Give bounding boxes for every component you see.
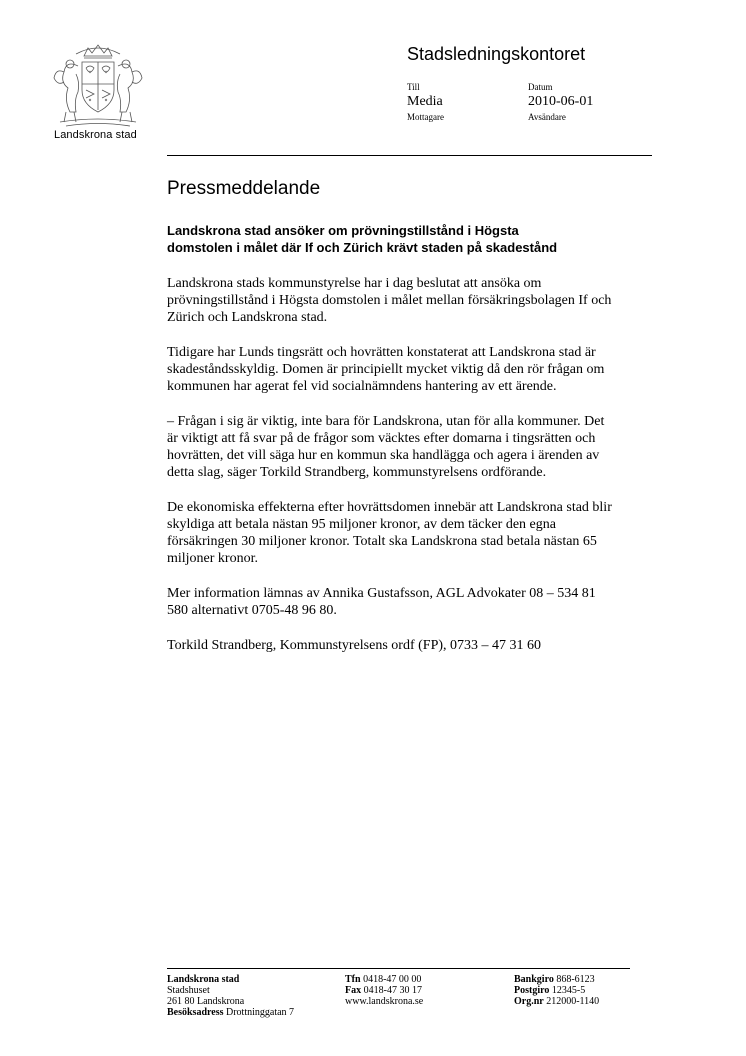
paragraph-line: hovrätten, det vill säga hur en kommun ska handlägga och agera i ärenden av (167, 448, 600, 463)
office-name: Stadsledningskontoret (407, 44, 586, 64)
footer-org-name: Landskrona stad (167, 974, 240, 985)
footer-fax-value: 0418-47 30 17 (363, 985, 422, 996)
footer-orgnr-value: 212000-1140 (546, 996, 600, 1007)
footer-bankgiro-label: Bankgiro (514, 974, 554, 985)
footer-phone-label: Tfn (345, 974, 361, 985)
footer-postgiro-value: 12345-5 (551, 985, 586, 996)
paragraph-line: Landskrona stads kommunstyrelse har i dag beslutat att ansöka om (167, 276, 542, 291)
paragraph-line: De ekonomiska effekterna efter hovrättsdomen innebär att Landskrona stad blir (167, 500, 612, 515)
footer-fax-label: Fax (345, 985, 362, 996)
footer-divider (167, 968, 630, 969)
paragraph-line: är viktigt att få svar på de frågor som väcktes efter domarna i tingsrätten och (167, 431, 596, 446)
document-title: Pressmeddelande (167, 178, 321, 199)
to-value: Media (407, 94, 443, 109)
paragraph-line: miljoner kronor. (167, 551, 258, 566)
paragraph-line: skadeståndsskyldig. Domen är principiellt mycket viktig då den rör frågan om (167, 362, 605, 377)
paragraph-1 (167, 275, 657, 326)
paragraph-4 (167, 499, 657, 567)
paragraph-line: – Frågan i sig är viktig, inte bara för Landskrona, utan för alla kommuner. Det (167, 414, 605, 429)
paragraph-line: Torkild Strandberg, Kommunstyrelsens ordf (FP), 0733 – 47 31 60 (167, 638, 542, 653)
headline-line: Landskrona stad ansöker om prövningstillstånd i Högsta (167, 223, 519, 238)
headline-line: domstolen i målet där If och Zürich krävt staden på skadestånd (167, 240, 558, 255)
paragraph-6 (167, 637, 657, 654)
footer-visit-label: Besöksadress (167, 1007, 224, 1018)
paragraph-line: detta slag, säger Torkild Strandberg, kommunstyrelsens ordförande. (167, 465, 547, 480)
footer-postal: 261 80 Landskrona (167, 996, 245, 1007)
footer-visit-value: Drottninggatan 7 (226, 1007, 295, 1018)
paragraph-line: Zürich och Landskrona stad. (167, 310, 328, 325)
paragraph-5 (167, 585, 657, 619)
footer-address (167, 974, 294, 1018)
paragraph-2 (167, 344, 657, 395)
date-label: Datum (528, 82, 553, 92)
date-value: 2010-06-01 (528, 94, 594, 109)
logo-text: Landskrona stad (54, 129, 137, 141)
coat-of-arms-icon (46, 42, 150, 128)
footer-bankgiro-value: 868-6123 (556, 974, 595, 985)
footer-banking (514, 974, 599, 1007)
paragraph-line: kommunen har agerat fel vid socialnämndens hantering av ett ärende. (167, 379, 557, 394)
paragraph-3 (167, 413, 657, 481)
footer-building: Stadshuset (167, 985, 210, 996)
paragraph-line: Tidigare har Lunds tingsrätt och hovrätten konstaterat att Landskrona stad är (167, 345, 596, 360)
footer-website-link[interactable]: www.landskrona.se (345, 996, 424, 1007)
city-logo (40, 42, 168, 142)
paragraph-line: försäkringen 30 miljoner kronor. Totalt ska Landskrona stad betala nästan 65 (167, 534, 597, 549)
footer-orgnr-label: Org.nr (514, 996, 544, 1007)
paragraph-line: Mer information lämnas av Annika Gustafsson, AGL Advokater 08 – 534 81 (167, 586, 596, 601)
paragraph-line: prövningstillstånd i Högsta domstolen i målet mellan försäkringsbolagen If och (167, 293, 612, 308)
paragraph-line: 580 alternativt 0705-48 96 80. (167, 603, 337, 618)
headline (167, 222, 647, 256)
footer-contact (345, 974, 423, 1007)
header-divider (167, 155, 652, 156)
paragraph-line: skyldiga att betala nästan 95 miljoner kronor, av dem täcker den egna (167, 517, 556, 532)
footer-postgiro-label: Postgiro (514, 985, 550, 996)
footer-phone-value: 0418-47 00 00 (363, 974, 422, 985)
to-label: Till (407, 82, 420, 92)
recipient-label: Mottagare (407, 112, 444, 122)
sender-label: Avsändare (528, 112, 566, 122)
